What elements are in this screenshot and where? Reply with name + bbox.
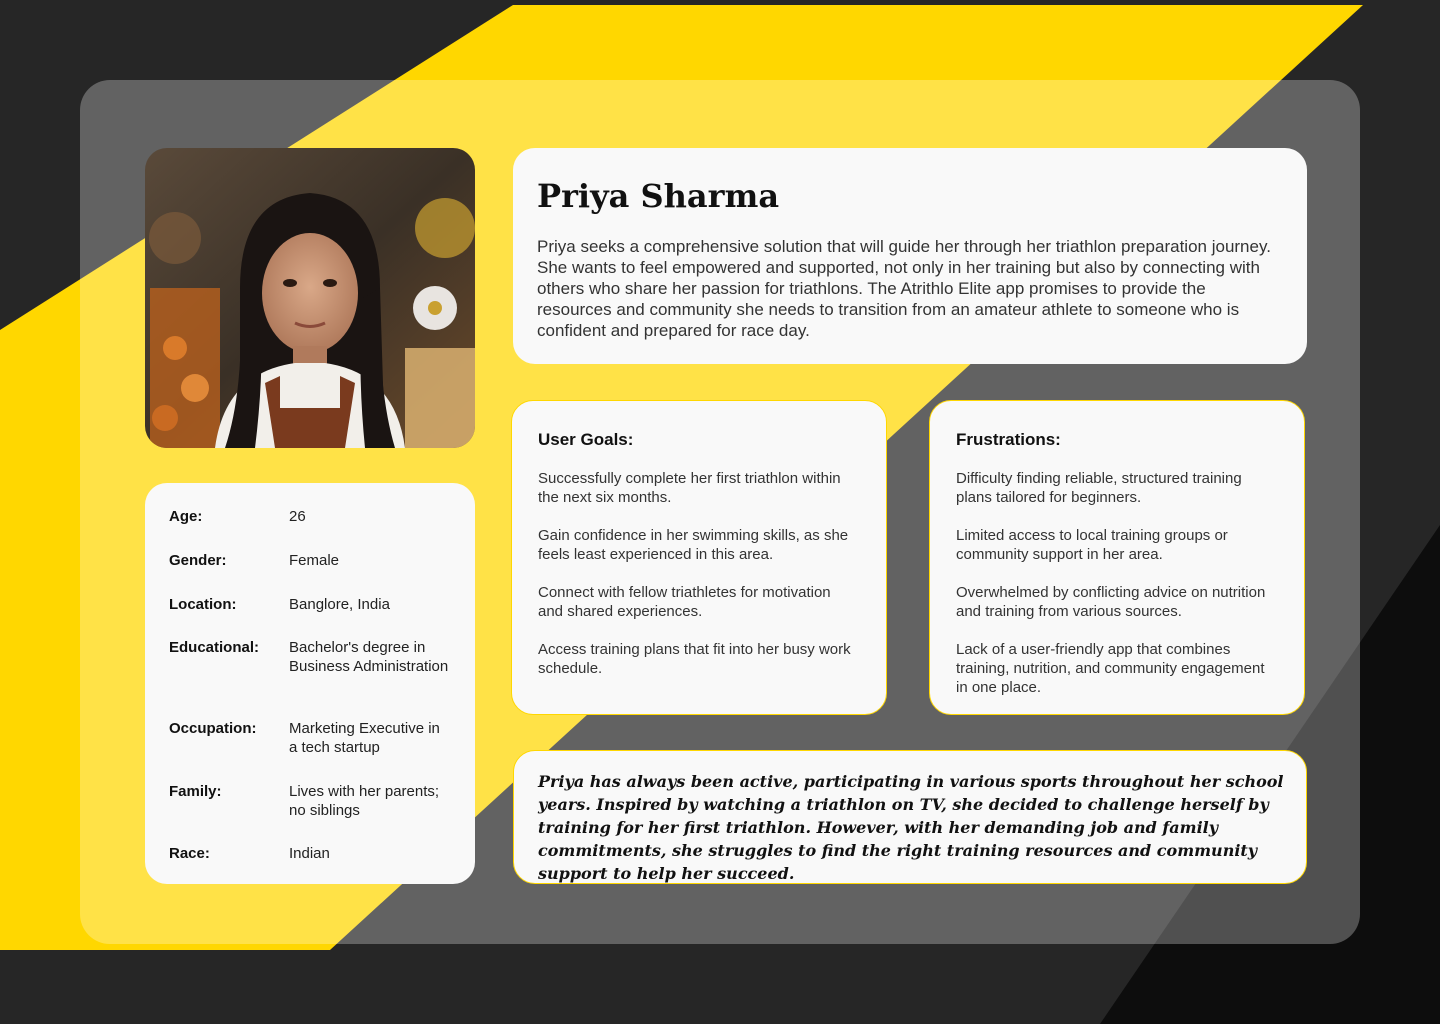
info-value: Indian [289, 845, 330, 862]
frustration-item: Lack of a user-friendly app that combines training, nutrition, and community engagement in one place. [956, 641, 1265, 696]
info-value: Banglore, India [289, 596, 390, 613]
persona-photo [145, 148, 475, 448]
info-label: Family: [169, 783, 222, 800]
portrait-photo-icon [145, 148, 475, 448]
frustration-item: Difficulty finding reliable, structured training plans tailored for beginners. [956, 470, 1242, 506]
info-label: Location: [169, 596, 237, 613]
info-label: Educational: [169, 639, 260, 656]
info-value: Female [289, 552, 340, 569]
goal-item: Connect with fellow triathletes for motivation and shared experiences. [538, 584, 831, 620]
user-goals-title: User Goals: [538, 430, 634, 449]
info-label: Race: [169, 845, 210, 862]
info-value: Lives with her parents; no siblings [289, 783, 440, 819]
frustrations-card [929, 400, 1305, 715]
persona-header-card [513, 148, 1307, 364]
info-label: Age: [169, 508, 203, 525]
demographics-card [145, 483, 475, 884]
background-story-card [513, 750, 1307, 884]
persona-summary: Priya seeks a comprehensive solution that will guide her through her triathlon preparation journey. She wants to feel empowered and supported, not only in her training but also by connecting with others who share her passion for triathlons. The Atrithlo Elite app promises to provide the resources and community she needs to transition from an amateur athlete to someone who is confident and prepared for race day. [537, 237, 1271, 340]
info-value: 26 [289, 508, 306, 525]
info-value: Marketing Executive in a tech startup [289, 720, 440, 756]
user-goals-card [511, 400, 887, 715]
frustration-item: Overwhelmed by conflicting advice on nutrition and training from various sources. [956, 584, 1266, 620]
frustrations-title: Frustrations: [956, 430, 1061, 449]
goal-item: Successfully complete her first triathlon within the next six months. [538, 470, 841, 506]
frustration-item: Limited access to local training groups or community support in her area. [956, 527, 1228, 563]
persona-name: Priya Sharma [537, 177, 780, 215]
goal-item: Access training plans that fit into her busy work schedule. [538, 641, 851, 677]
info-label: Gender: [169, 552, 227, 569]
goal-item: Gain confidence in her swimming skills, as she feels least experienced in this area. [538, 527, 849, 563]
info-value: Bachelor's degree in Business Administration [289, 639, 449, 675]
info-label: Occupation: [169, 720, 257, 737]
background-story: Priya has always been active, participating in various sports throughout her school years. Inspired by watching a triathlon on TV, she decided to challenge herself by training for her first triathlon. However, with her demanding job and family commitments, she struggles to find the right training resources and community support to help her succeed. [538, 772, 1284, 883]
